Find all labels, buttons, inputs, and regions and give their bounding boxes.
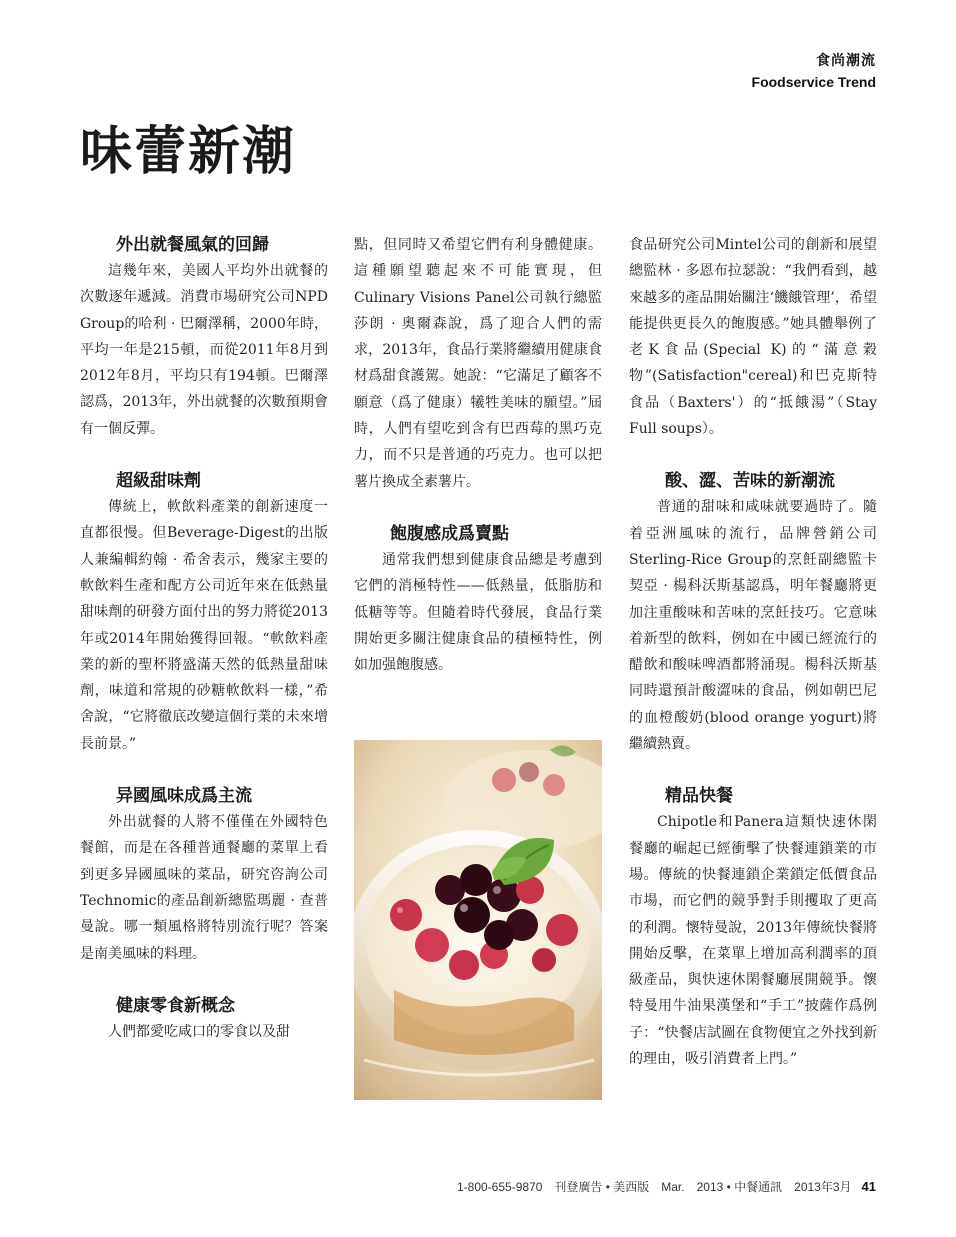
section-title-zh: 食尚潮流: [816, 53, 876, 69]
paragraph-sour-bitter: 普通的甜味和咸味就要過時了。隨着亞洲風味的流行，品牌營銷公司Sterling-Rice Group的烹飪副總監卡契亞 · 楊科沃斯基認爲，明年餐廳將更加注重酸味和苦味的烹飪技巧。它意味着新型的飲料，例如在中國已經流行的醋飲和酸味啤酒都將涌現。楊科沃斯基同時還預計酸澀味的食品，例如朝巴尼的血橙酸奶(blood orange yogurt)將繼續熱賣。: [629, 499, 877, 753]
page-number: 41: [861, 1179, 876, 1194]
column-1: [80, 232, 328, 1045]
paragraph-exotic-flavors: 外出就餐的人將不僅僅在外國特色餐館，而是在各種普通餐廳的菜單上看到更多异國風味的菜品，研究咨詢公司Technomic的產品創新總監瑪麗 · 查普曼說。哪一類風格將特別流行呢？答案是南美風味的料理。: [80, 814, 328, 962]
footer-text: 1-800-655-9870 刊登廣告 • 美西版 Mar. 2013 • 中餐通訊 2013年3月: [456, 1180, 852, 1194]
page-footer: [457, 1178, 876, 1195]
dessert-photo: [354, 740, 602, 1100]
paragraph-premium-fast-food: Chipotle和Panera這類快速休閑餐廳的崛起已經衝擊了快餐連鎖業的市場。傳統的快餐連鎖企業鎖定低價食品市場，而它們的競爭對手則攫取了更高的利潤。懷特曼說，2013年傳統快餐將開始反擊，在菜單上增加高利潤率的頂級產品，與快速休閑餐廳展開競爭。懷特曼用牛油果漢堡和“手工”披薩作爲例子：“快餐店試圖在食物便宜之外找到新的理由，吸引消費者上門。”: [629, 814, 877, 1068]
paragraph-super-sweetener: 傳統上，軟飲料產業的創新速度一直都很慢。但Beverage-Digest的出版人兼編輯約翰 · 希舍表示，幾家主要的軟飲料生產和配方公司近年來在低熱量甜味劑的研發方面付出的努力將從2013年或2014年開始獲得回報。“軟飲料產業的新的聖杯將盛滿天然的低熱量甜味劑，味道和常規的砂糖軟飲料一樣，”希舍說，“它將徹底改變這個行業的未來增長前景。”: [80, 499, 328, 752]
paragraph-satiety: 通常我們想到健康食品總是考慮到它們的消極特性——低熱量，低脂肪和低糖等等。但隨着時代發展，食品行業開始更多關注健康食品的積極特性，例如加强飽腹感。: [354, 551, 602, 674]
heading-premium-fast-food: 精品快餐: [665, 786, 733, 807]
paragraph-healthy-snacks-cont: 點，但同時又希望它們有利身體健康。這種願望聽起來不可能實現，但Culinary Visions Panel公司執行總監莎朗 · 奧爾森說，爲了迎合人們的需求，2013年，食品行業將繼續用健康食材爲甜食護駕。她說：“它滿足了顧客不願意（爲了健康）犧牲美味的願望。”屆時，人們有望吃到含有巴西莓的黑巧克力，而不只是普通的巧克力。也可以把薯片換成全素薯片。: [354, 237, 602, 490]
section-header: [752, 50, 876, 90]
heading-dining-out-return: 外出就餐風氣的回歸: [116, 235, 269, 255]
heading-satiety: 飽腹感成爲賣點: [390, 523, 509, 544]
heading-healthy-snacks: 健康零食新概念: [116, 995, 235, 1016]
paragraph-satiety-cont: 食品研究公司Mintel公司的創新和展望總監林 · 多恩布拉瑟說：“我們看到，越來越多的產品開始關注‘饑餓管理’，希望能提供更長久的飽腹感。”她具體舉例了老K食品(Special K)的“滿意穀物”(Satisfaction"cereal)和巴克斯特食品（Baxters'）的“抵餓湯”（Stay Full soups）。: [629, 237, 877, 438]
paragraph-dining-out-return: 這幾年來，美國人平均外出就餐的次數逐年遞減。消費市場研究公司NPD Group的哈利 · 巴爾澤稱，2000年時，平均一年是215頓，而從2011年8月到2012年8月，平均只有194頓。巴爾澤認爲，2013年，外出就餐的次數預期會有一個反彈。: [80, 263, 328, 437]
column-3: [629, 232, 877, 1072]
paragraph-healthy-snacks: 人們都愛吃咸口的零食以及甜: [108, 1023, 290, 1040]
heading-exotic-flavors: 异國風味成爲主流: [116, 786, 252, 807]
heading-sour-bitter: 酸、澀、苦味的新潮流: [665, 471, 835, 492]
heading-super-sweetener: 超級甜味劑: [116, 471, 201, 492]
article-title: 味蕾新潮: [80, 122, 297, 182]
column-2: [354, 232, 602, 678]
section-title-en: Foodservice Trend: [751, 74, 876, 90]
